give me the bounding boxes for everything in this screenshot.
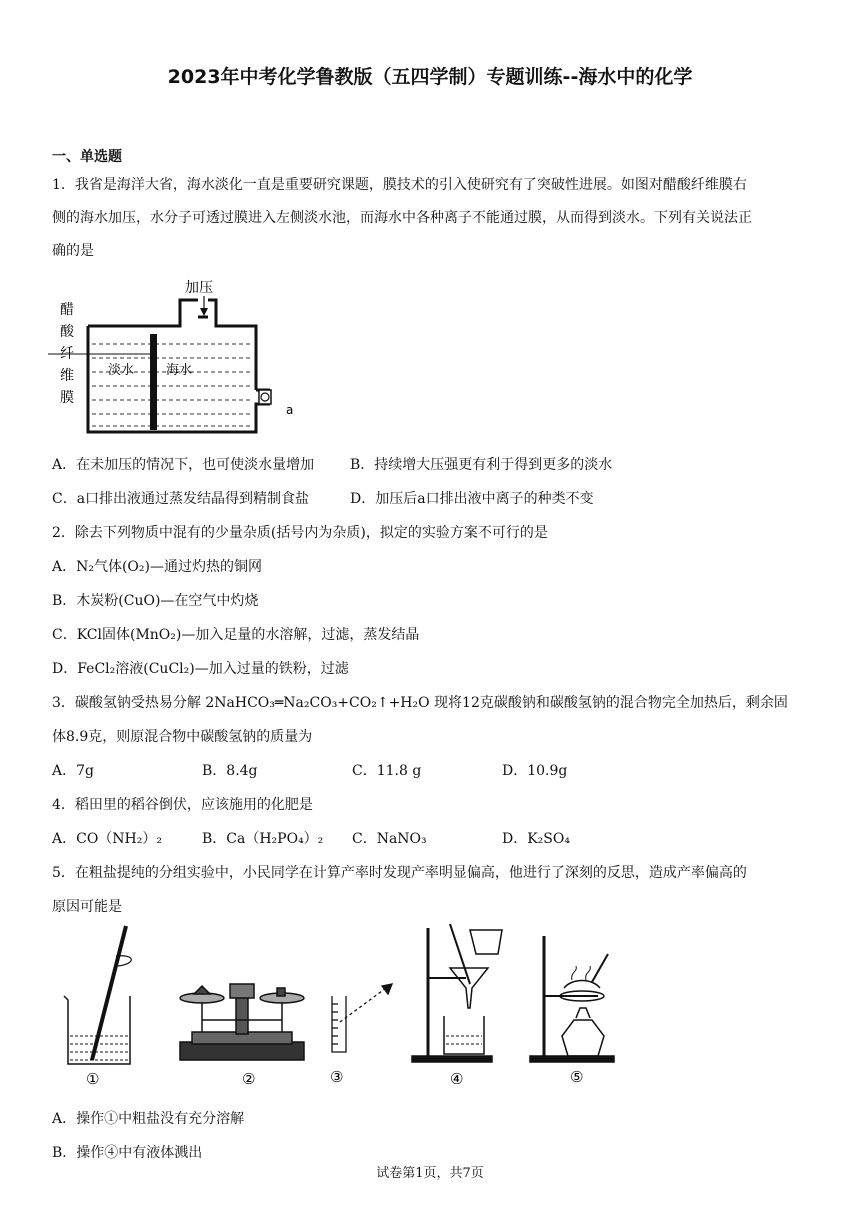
q5-stem-line-2: 原因可能是 [52, 899, 122, 915]
q1-stem-line-1: 1．我省是海洋大省，海水淡化一直是重要研究课题，膜技术的引入使研究有了突破性进展。如图对醋酸纤维膜右 [52, 177, 747, 193]
membrane-label-2: 酸 [60, 324, 74, 340]
desalination-diagram [48, 272, 308, 442]
q5-stem-line-1: 5．在粗盐提纯的分组实验中，小民同学在计算产率时发现产率明显偏高，他进行了深刻的反思，造成产率偏高的 [52, 865, 747, 881]
q2-stem: 2．除去下列物质中混有的少量杂质(括号内为杂质)，拟定的实验方案不可行的是 [52, 525, 548, 541]
q1-option-b: B．持续增大压强更有利于得到更多的淡水 [350, 457, 613, 473]
membrane-label-5: 膜 [60, 390, 74, 406]
q3-option-d: D．10.9g [502, 763, 568, 779]
q3-stem-line-1: 3．碳酸氢钠受热易分解 2NaHCO₃═Na₂CO₃+CO₂↑+H₂O 现将12克碳酸钠和碳酸氢钠的混合物完全加热后，剩余固 [52, 695, 788, 711]
q2-option-b: B．木炭粉(CuO)—在空气中灼烧 [52, 593, 259, 609]
q5-option-a: A．操作①中粗盐没有充分溶解 [52, 1111, 245, 1127]
q1-option-a: A．在未加压的情况下，也可使淡水量增加 [52, 457, 315, 473]
page-footer: 试卷第1页，共7页 [376, 1166, 484, 1181]
q1-stem-line-3: 确的是 [52, 243, 94, 259]
membrane-label-4: 维 [60, 368, 74, 384]
balance-scale-icon [180, 984, 304, 1060]
q4-option-d: D．K₂SO₄ [502, 831, 570, 847]
q4-option-b: B．Ca（H₂PO₄）₂ [202, 831, 324, 847]
q4-option-c: C．NaNO₃ [352, 831, 427, 847]
q5-option-b: B．操作④中有液体溅出 [52, 1145, 203, 1161]
q1-option-c: C．a口排出液通过蒸发结晶得到精制食盐 [52, 491, 310, 507]
q3-option-c: C．11.8 g [352, 763, 422, 779]
q2-option-d: D．FeCl₂溶液(CuCl₂)—加入过量的铁粉，过滤 [52, 661, 349, 677]
q4-option-a: A．CO（NH₂）₂ [52, 831, 162, 847]
graduated-cylinder-icon [332, 984, 392, 1052]
membrane-label-3: 纤 [60, 346, 74, 362]
evaporation-setup-icon [530, 936, 614, 1062]
filtration-setup-icon [412, 924, 502, 1062]
step-label-1: ① [86, 1070, 100, 1088]
beaker-stirring-icon [64, 926, 131, 1064]
q1-option-d: D．加压后a口排出液中离子的种类不变 [350, 491, 594, 507]
step-label-2: ② [242, 1070, 256, 1088]
step-label-3: ③ [330, 1068, 344, 1086]
page-title: 2023年中考化学鲁教版（五四学制）专题训练--海水中的化学 [167, 66, 693, 88]
membrane-label-1: 醋 [60, 302, 74, 318]
step-label-5: ⑤ [570, 1068, 584, 1086]
q3-option-b: B．8.4g [202, 763, 258, 779]
q2-option-a: A．N₂气体(O₂)—通过灼热的铜网 [52, 559, 262, 575]
q2-option-c: C．KCl固体(MnO₂)—加入足量的水溶解，过滤，蒸发结晶 [52, 627, 420, 643]
fresh-water-label: 淡水 [108, 363, 135, 378]
pressure-label: 加压 [185, 280, 213, 296]
q1-stem-line-2: 侧的海水加压，水分子可透过膜进入左侧淡水池，而海水中各种离子不能通过膜，从而得到淡水。下列有关说法正 [52, 210, 752, 226]
sea-water-label: 海水 [166, 363, 193, 378]
step-label-4: ④ [450, 1070, 464, 1088]
section-heading: 一、单选题 [52, 149, 122, 165]
q3-option-a: A．7g [52, 763, 94, 779]
salt-purification-diagram [52, 924, 652, 1096]
outlet-label: a [286, 403, 294, 417]
q3-stem-line-2: 体8.9克，则原混合物中碳酸氢钠的质量为 [52, 729, 313, 745]
q4-stem: 4．稻田里的稻谷倒伏，应该施用的化肥是 [52, 797, 313, 813]
